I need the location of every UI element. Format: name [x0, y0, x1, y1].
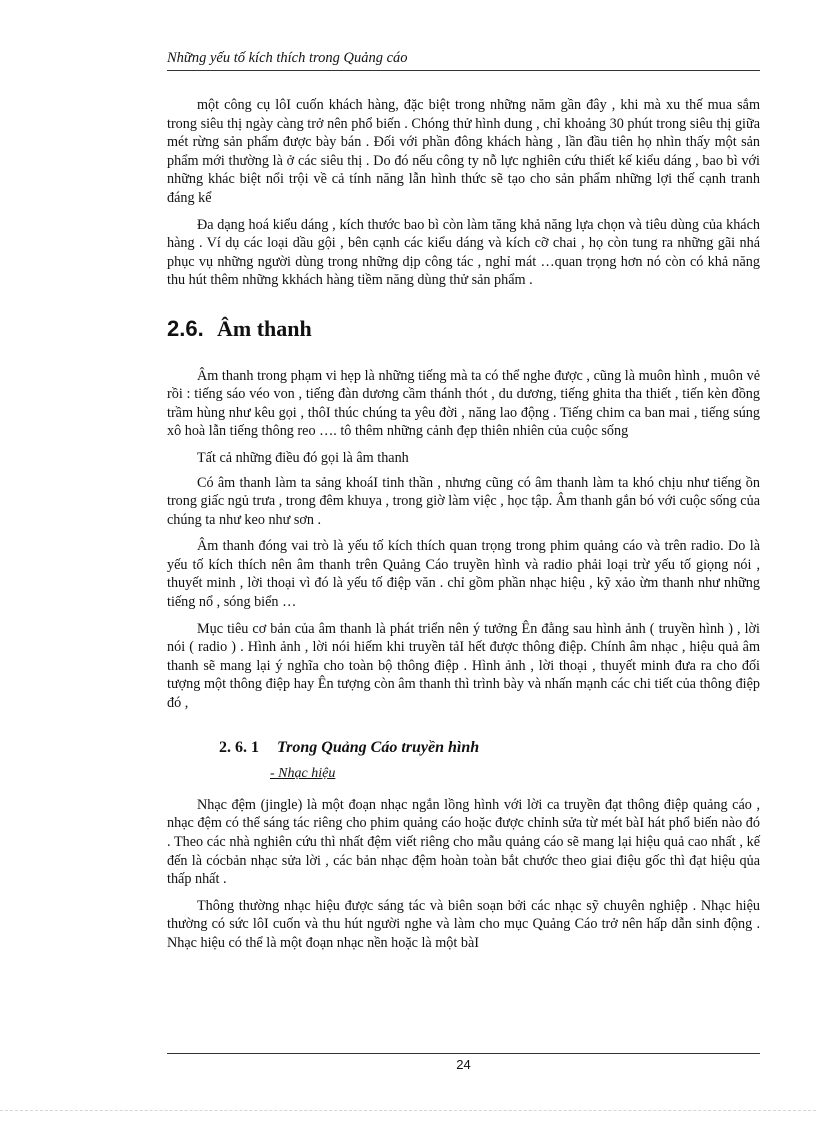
- paragraph: Nhạc đệm (jingle) là một đoạn nhạc ngắn lồng hình với lời ca truyền đạt thông điệp quảng cáo , nhạc đệm có thể sáng tác riêng cho phim quảng cáo hoặc được chỉnh sửa từ mét bàI hát phổ biến nào đó . Theo các nhà nghiên cứu thì nhất đệm viết riêng cho mẫu quảng cáo sẽ mang lại hiệu quả cao nhất , kế đến là cócbản nhạc sửa lời , các bản nhạc đệm hoàn toàn bắt chước theo giai điệu gốc thì đạt hiệu qủa thấp nhất .: [167, 796, 760, 888]
- section-number: 2.6.: [167, 315, 204, 341]
- subsection-heading: [219, 739, 760, 758]
- paragraph: Có âm thanh làm ta sảng khoáI tinh thần , nhưng cũng có âm thanh làm ta khó chịu như tiếng ồn trong giấc ngủ trưa , trong đêm khuya , trong giờ làm việc , học tập. Âm thanh gắn bó với cuộc sống của chúng ta như keo như sơn .: [167, 474, 760, 528]
- paragraph: Mục tiêu cơ bản của âm thanh là phát triển nên ý tưởng Ên đằng sau hình ảnh ( truyền hình ) , lời nói ( radio ) . Hình ảnh , lời nói hiếm khi truyền tảI hết được thông điệp. Chính âm nhạc , hiệu quả âm thanh sẽ mang lại ý nghĩa cho toàn bộ thông điệp . Hình ảnh , lời thoại , thuyết minh đưa ra cho đối tượng một thông điệp hay Ên tượng còn âm thanh thì trình bày và nhấn mạnh các chi tiết của thông điệp đó ,: [167, 620, 760, 712]
- section-title: Âm thanh: [217, 315, 312, 341]
- page-edge: [0, 1110, 816, 1111]
- paragraph: một công cụ lôI cuốn khách hàng, đặc biệt trong những năm gần đây , khi mà xu thế mua sắm trong siêu thị ngày càng trở nên phổ biến . Chóng thử hình dung , chỉ khoảng 30 phút trong siêu thị giữa mét rừng sản phẩm được bày bán . Đối với phần đông khách hàng , lần đầu tiên họ nhìn thấy một sản phẩm mới thường là ở các siêu thị . Do đó nếu công ty nỗ lực nghiên cứu thiết kế kiểu dáng , bao bì với những khác biệt nổi trội về cả tính năng lẫn hình thức sẽ tạo cho sản phẩm những lợi thế cạnh tranh đáng kể: [167, 97, 760, 206]
- paragraph: Đa dạng hoá kiểu dáng , kích thước bao bì còn làm tăng khả năng lựa chọn và tiêu dùng của khách hàng . Ví dụ các loại dầu gội , bên cạnh các kiểu dáng và kích cỡ chai , họ còn tung ra những gãi nhá phục vụ những người dùng trong những dịp công tác , nghỉ mát …quan trọng hơn nó còn có khả năng thu hút thêm những kkhách hàng tiềm năng dùng thử sản phẩm .: [167, 216, 760, 289]
- section-heading: [167, 315, 760, 341]
- paragraph: Âm thanh đóng vai trò là yếu tố kích thích quan trọng trong phim quảng cáo và trên radio. Do là yếu tố kích thích nên âm thanh trên Quảng Cáo truyền hình và radio phải loại trừ yếu tố giọng nói , thuyết minh , lời thoại vì đó là yếu tố điệp văn . chỉ gồm phần nhạc hiệu , kỹ xảo ừm thanh như những tiếng nổ , sóng biển …: [167, 538, 760, 611]
- document-body: [167, 96, 760, 961]
- page-number: 24: [456, 1057, 471, 1072]
- header-divider: [167, 70, 760, 71]
- paragraph: Âm thanh trong phạm vi hẹp là những tiếng mà ta có thể nghe được , cũng là muôn hình , muôn vẻ rồi : tiếng sáo véo von , tiếng đàn dương cầm thánh thót , du dương, tiếng ghita tha thiết , tiến kèn đồng trầm hùng như kêu gọi , thôI thúc chúng ta yêu đời , năng lao động . Tiếng chim ca ban mai , tiếng súng xô hoà lẫn tiếng thông reo …. tô thêm những cảnh đẹp thiên nhiên của cuộc sống: [167, 367, 760, 440]
- page-header: Những yếu tố kích thích trong Quảng cáo: [167, 50, 408, 66]
- subsubsection-heading: - Nhạc hiệu: [270, 766, 336, 782]
- paragraph: Tất cả những điều đó gọi là âm thanh: [197, 449, 409, 466]
- section-body: [167, 367, 760, 713]
- paragraph: Thông thường nhạc hiệu được sáng tác và biên soạn bởi các nhạc sỹ chuyên nghiệp . Nhạc hiệu thường có sức lôI cuốn và thu hút người nghe và làm cho mục Quảng Cáo trở nên hấp dẫn sinh động . Nhạc hiệu có thể là một đoạn nhạc nền hoặc là một bàI: [167, 897, 760, 951]
- subsection-number: 2. 6. 1: [219, 738, 259, 756]
- subsection-title: Trong Quảng Cáo truyền hình: [277, 738, 480, 756]
- footer-divider: [167, 1053, 760, 1054]
